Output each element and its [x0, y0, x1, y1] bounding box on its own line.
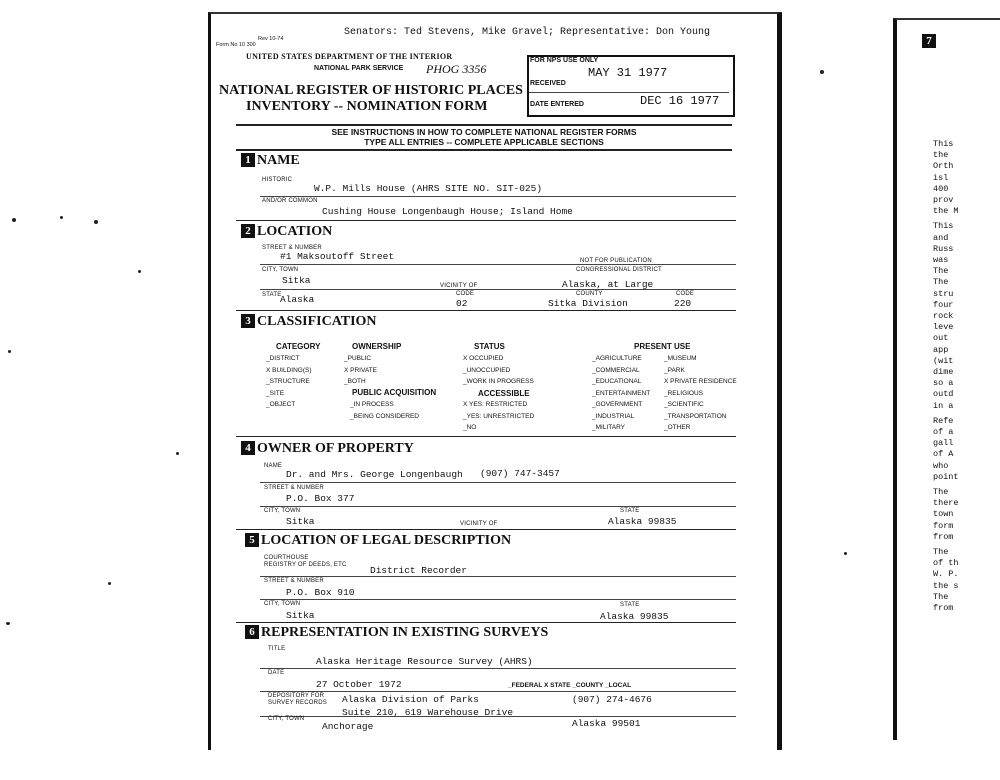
- section-1-heading: 1 NAME: [241, 153, 300, 169]
- section-3-heading: 3 CLASSIFICATION: [241, 314, 377, 330]
- scan-speck: [176, 452, 179, 455]
- continuation-line: isl: [933, 172, 949, 183]
- service-line: NATIONAL PARK SERVICE: [314, 65, 404, 72]
- classification-option: _BOTH: [344, 378, 366, 385]
- owner-city-label: CITY, TOWN: [264, 508, 301, 514]
- continuation-line: in a: [933, 400, 954, 411]
- county-code: 220: [674, 298, 692, 309]
- continuation-line: of th: [933, 558, 959, 569]
- continuation-line: The: [933, 487, 949, 497]
- classification-option: _MUSEUM: [664, 355, 697, 362]
- classification-option: X BUILDING(S): [266, 366, 312, 374]
- survey-records-label: SURVEY RECORDS: [268, 700, 327, 706]
- survey-date-label: DATE: [268, 670, 285, 676]
- instructions-line2: TYPE ALL ENTRIES -- COMPLETE APPLICABLE SECTIONS: [364, 137, 604, 147]
- depository-phone: (907) 274-4676: [572, 694, 652, 705]
- continuation-line: out: [933, 333, 949, 344]
- congressional-district-value: Alaska, at Large: [562, 279, 654, 290]
- legal-city-label: CITY, TOWN: [264, 601, 301, 607]
- survey-title-label: TITLE: [268, 646, 286, 652]
- historic-label: HISTORIC: [262, 177, 293, 183]
- status-heading: STATUS: [474, 342, 505, 351]
- classification-option: _ENTERTAINMENT: [592, 389, 651, 397]
- courthouse-value: District Recorder: [370, 565, 467, 576]
- classification-option: X OCCUPIED: [463, 355, 504, 362]
- scan-speck: [12, 218, 16, 222]
- continuation-line: W. P.: [933, 569, 959, 580]
- owner-vicinity-label: VICINITY OF: [460, 521, 498, 527]
- city-label: CITY, TOWN: [262, 267, 299, 273]
- county-value: Sitka Division: [548, 298, 628, 309]
- continuation-line: Refe: [933, 415, 954, 426]
- continuation-line: from: [933, 531, 954, 542]
- classification-option: _GOVERNMENT: [592, 401, 643, 408]
- classification-option: X YES: RESTRICTED: [463, 401, 528, 408]
- classification-option: _AGRICULTURE: [592, 355, 642, 362]
- department-line: UNITED STATES DEPARTMENT OF THE INTERIOR: [246, 52, 453, 61]
- vicinity-label: VICINITY OF: [440, 283, 478, 289]
- form-title-line2: INVENTORY -- NOMINATION FORM: [246, 99, 488, 114]
- classification-option: _PARK: [664, 366, 685, 374]
- common-name: Cushing House Longenbaugh House; Island Home: [322, 206, 573, 217]
- classification-option: _WORK IN PROGRESS: [463, 378, 534, 385]
- continuation-line: leve: [933, 322, 954, 333]
- owner-state: Alaska 99835: [608, 516, 677, 527]
- not-for-publication: NOT FOR PUBLICATION: [580, 258, 652, 264]
- senators-line: Senators: Ted Stevens, Mike Gravel; Representative: Don Young: [344, 27, 711, 38]
- legal-street-label: STREET & NUMBER: [264, 578, 324, 584]
- survey-title: Alaska Heritage Resource Survey (AHRS): [316, 656, 533, 667]
- classification-option: _YES: UNRESTRICTED: [463, 412, 535, 420]
- continuation-line: the s: [933, 580, 959, 591]
- county-label: COUNTY: [576, 291, 603, 297]
- category-heading: CATEGORY: [276, 342, 321, 351]
- legal-street: P.O. Box 910: [286, 587, 355, 598]
- continuation-line: town: [933, 509, 954, 520]
- classification-option: _SITE: [266, 389, 285, 397]
- continuation-line: form: [933, 520, 954, 531]
- courthouse-label: COURTHOUSE: [264, 555, 309, 561]
- continuation-line: four: [933, 299, 954, 310]
- city-value: Sitka: [282, 275, 311, 286]
- continuation-line: so a: [933, 378, 954, 389]
- owner-phone: (907) 747-3457: [480, 468, 560, 479]
- scan-speck: [138, 270, 141, 273]
- continuation-line: app: [933, 344, 949, 355]
- owner-street: P.O. Box 377: [286, 493, 355, 504]
- survey-date: 27 October 1972: [316, 679, 402, 690]
- section-2-heading: 2 LOCATION: [241, 224, 332, 240]
- nps-box-label: FOR NPS USE ONLY: [530, 57, 599, 64]
- owner-name: Dr. and Mrs. George Longenbaugh: [286, 469, 463, 480]
- continuation-line: outd: [933, 389, 954, 400]
- form-title-line1: NATIONAL REGISTER OF HISTORIC PLACES: [219, 83, 523, 98]
- date-entered-value: DEC 16 1977: [640, 94, 720, 108]
- classification-option: _SCIENTIFIC: [664, 401, 704, 408]
- survey-city-label: CITY, TOWN: [268, 716, 305, 722]
- classification-option: _BEING CONSIDERED: [350, 412, 419, 420]
- section-4-heading: 4 OWNER OF PROPERTY: [241, 441, 414, 457]
- congressional-district-label: CONGRESSIONAL DISTRICT: [576, 267, 662, 273]
- section-7-heading: 7: [922, 34, 938, 50]
- classification-option: _PUBLIC: [344, 355, 372, 362]
- continuation-line: gall: [933, 438, 954, 449]
- classification-option: _INDUSTRIAL: [592, 412, 635, 420]
- scan-speck: [60, 216, 63, 219]
- legal-state-label: STATE: [620, 602, 640, 608]
- classification-option: _NO: [463, 424, 477, 431]
- form-number: Form No 10 300: [216, 42, 256, 48]
- continuation-line: who: [933, 460, 949, 471]
- classification-option: _DISTRICT: [266, 355, 300, 362]
- continuation-line: the M: [933, 206, 959, 217]
- public-acquisition-heading: PUBLIC ACQUISITION: [352, 388, 437, 397]
- continuation-line: The: [933, 547, 949, 557]
- state-code: 02: [456, 298, 468, 309]
- continuation-line: prov: [933, 195, 954, 205]
- continuation-line: of A: [933, 449, 954, 460]
- street-label: STREET & NUMBER: [262, 245, 322, 251]
- owner-state-label: STATE: [620, 508, 640, 514]
- continuation-line: This: [933, 139, 954, 149]
- survey-level-checks: _FEDERAL X STATE _COUNTY _LOCAL: [508, 682, 632, 689]
- section-6-heading: 6 REPRESENTATION IN EXISTING SURVEYS: [245, 625, 548, 641]
- section-5-heading: 5 LOCATION OF LEGAL DESCRIPTION: [245, 533, 511, 549]
- continuation-line: stru: [933, 288, 954, 299]
- form-revision: Rev 10-74: [258, 36, 284, 42]
- present-use-heading: PRESENT USE: [634, 342, 691, 351]
- scan-speck: [6, 622, 10, 625]
- continuation-line: Russ: [933, 243, 954, 254]
- registry-label: REGISTRY OF DEEDS, ETC: [264, 562, 347, 568]
- owner-city: Sitka: [286, 516, 315, 527]
- scan-speck: [108, 582, 111, 585]
- state-value: Alaska: [280, 294, 315, 305]
- code-label: CODE: [456, 291, 475, 297]
- continuation-line: and: [933, 232, 949, 243]
- survey-state: Alaska 99501: [572, 718, 641, 729]
- instructions-line1: SEE INSTRUCTIONS IN HOW TO COMPLETE NATIONAL REGISTER FORMS: [331, 127, 637, 137]
- legal-city: Sitka: [286, 610, 315, 621]
- continuation-line: This: [933, 221, 954, 232]
- handwritten-code: PHOG 3356: [426, 62, 487, 76]
- historic-name: W.P. Mills House (AHRS SITE NO. SIT-025): [314, 183, 543, 194]
- owner-name-label: NAME: [264, 463, 283, 469]
- scan-speck: [8, 350, 11, 353]
- classification-option: _OTHER: [664, 424, 691, 431]
- depository-label: DEPOSITORY FOR: [268, 693, 325, 699]
- continuation-line: (wit: [933, 355, 954, 366]
- street-value: #1 Maksoutoff Street: [280, 251, 395, 262]
- classification-option: _UNOCCUPIED: [463, 366, 511, 374]
- classification-option: _IN PROCESS: [350, 401, 394, 408]
- classification-option: _STRUCTURE: [266, 378, 310, 385]
- continuation-line: The: [933, 591, 949, 602]
- accessible-heading: ACCESSIBLE: [478, 389, 530, 398]
- classification-option: _COMMERCIAL: [592, 366, 640, 374]
- scan-speck: [844, 552, 847, 555]
- classification-option: _MILITARY: [592, 424, 625, 431]
- section-number: 1: [241, 153, 255, 167]
- scan-speck: [820, 70, 824, 74]
- continuation-line: was: [933, 255, 949, 265]
- continuation-line: from: [933, 603, 954, 613]
- ownership-heading: OWNERSHIP: [352, 342, 402, 351]
- classification-option: _EDUCATIONAL: [592, 378, 642, 385]
- continuation-line: 400: [933, 183, 949, 194]
- continuation-line: Orth: [933, 161, 954, 172]
- continuation-line: the: [933, 150, 949, 161]
- continuation-line: there: [933, 498, 959, 509]
- received-date: MAY 31 1977: [588, 66, 668, 80]
- depository-name: Alaska Division of Parks: [342, 694, 479, 705]
- continuation-line: point: [933, 471, 959, 482]
- continuation-line: The: [933, 277, 949, 288]
- classification-option: _TRANSPORTATION: [664, 412, 727, 420]
- legal-state: Alaska 99835: [600, 611, 669, 622]
- continuation-line: of a: [933, 427, 954, 437]
- date-entered-label: DATE ENTERED: [530, 101, 584, 108]
- continuation-line: dime: [933, 367, 954, 377]
- survey-city: Anchorage: [322, 721, 374, 732]
- common-name-label: AND/OR COMMON: [262, 198, 318, 204]
- continuation-line: The: [933, 266, 949, 277]
- classification-option: X PRIVATE: [344, 366, 377, 374]
- county-code-label: CODE: [676, 291, 695, 297]
- classification-option: X PRIVATE RESIDENCE: [664, 378, 737, 385]
- state-label: STATE: [262, 292, 282, 298]
- scan-speck: [94, 220, 98, 224]
- received-label: RECEIVED: [530, 80, 566, 87]
- owner-street-label: STREET & NUMBER: [264, 485, 324, 491]
- continuation-line: rock: [933, 311, 954, 321]
- depository-address: Suite 210, 619 Warehouse Drive: [342, 707, 514, 718]
- classification-option: _RELIGIOUS: [664, 389, 704, 397]
- classification-option: _OBJECT: [266, 401, 296, 408]
